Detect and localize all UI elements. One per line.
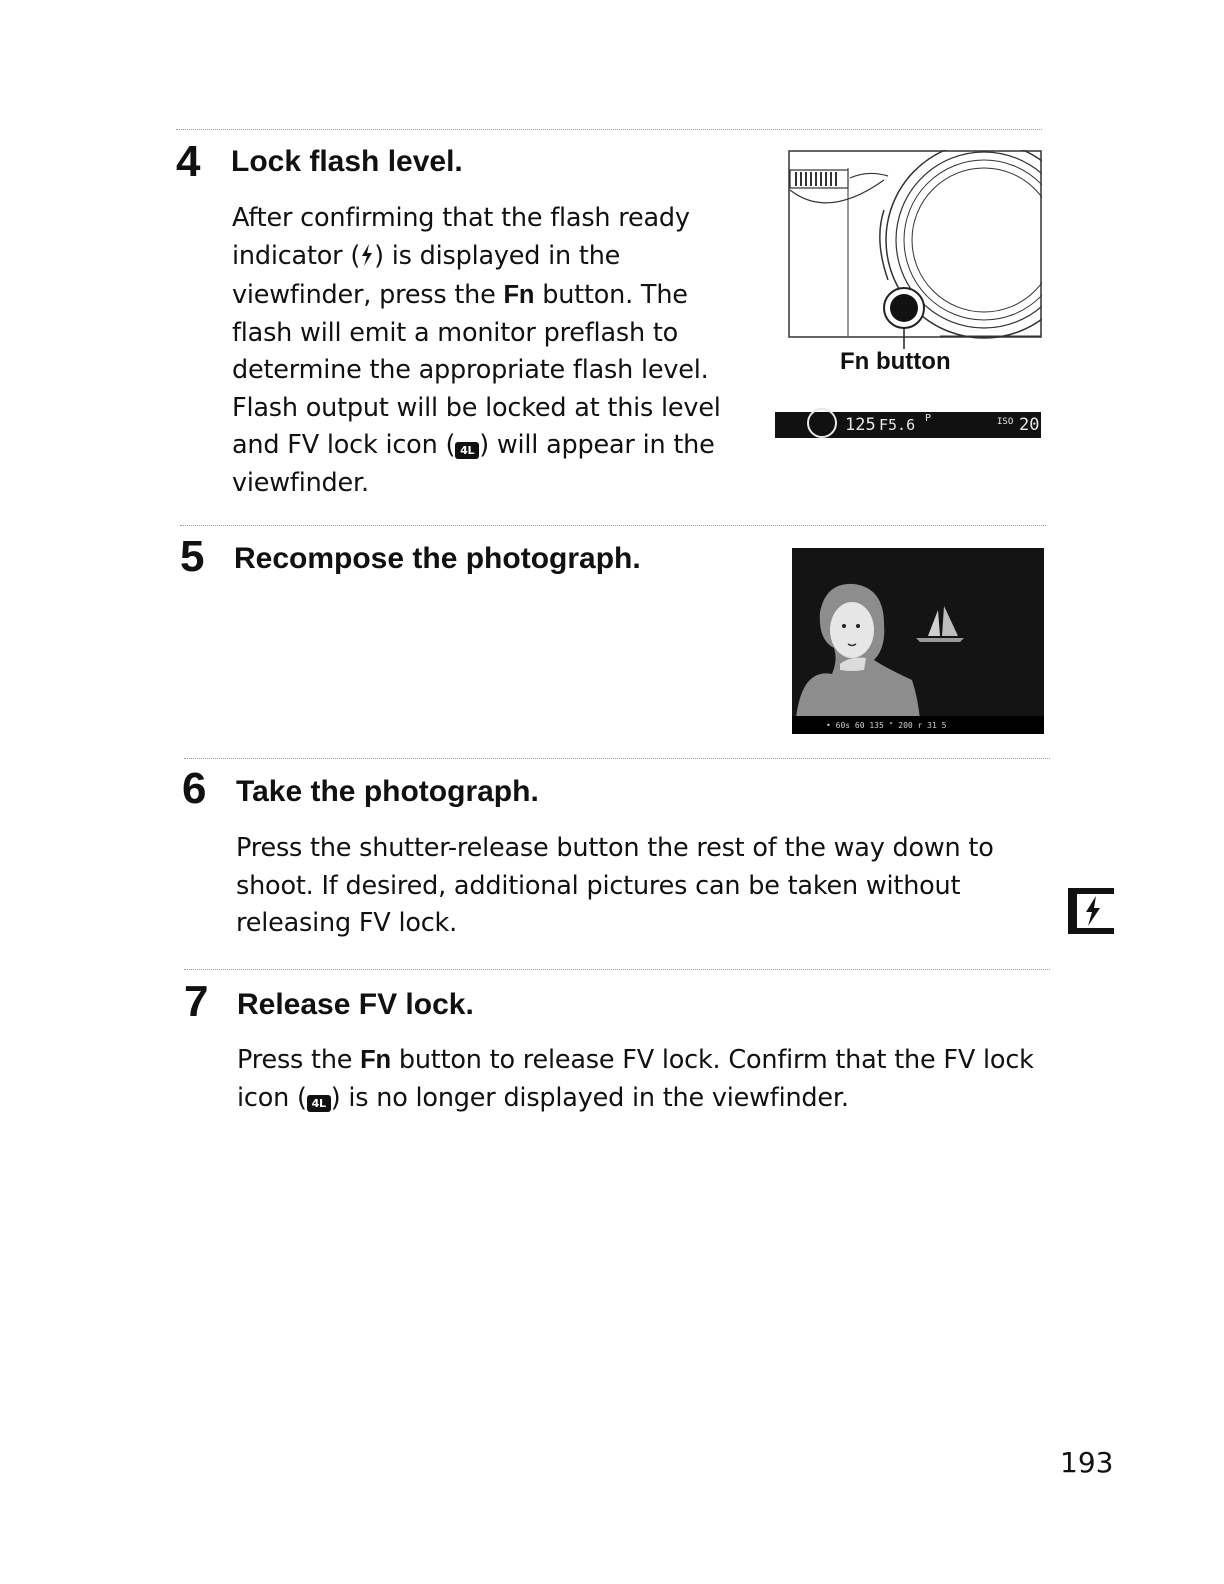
step-4-number: 4 — [176, 137, 201, 186]
viewfinder-mode: P — [925, 413, 932, 424]
viewfinder-readout — [775, 412, 1041, 438]
fv-lock-icon: 4L — [455, 442, 479, 459]
viewfinder-aperture: F5.6 — [879, 416, 916, 434]
step-6-number: 6 — [182, 764, 207, 813]
rule-step-7 — [184, 969, 1050, 970]
fv-lock-indicator-icon — [807, 408, 837, 438]
step-6-title: Take the photograph. — [236, 775, 539, 808]
step-5-number: 5 — [180, 532, 205, 581]
step-4-body-a: After confirming that the flash ready indicator ( — [232, 203, 690, 271]
step-7-body-a: Press the — [237, 1045, 361, 1075]
camera-fn-button-illustration — [788, 150, 1042, 350]
photo-readout: • 60s 60 135 " 200 r 31 5 — [826, 721, 947, 730]
fn-button-caption: Fn button — [840, 348, 951, 375]
step-6-body: Press the shutter-release button the rest of the way down to shoot. If desired, additional pictures can be taken without releasing FV lock. — [236, 833, 994, 938]
step-4-body-d: button. The flash will emit a monitor preflash to determine the appropriate flash level. Flash output will be locked at this level and FV lock icon ( — [232, 280, 721, 460]
viewfinder-shutter: 125 — [845, 415, 876, 435]
step-7-body — [237, 1042, 1057, 1117]
step-4-body-b: ) is displayed in the viewfinder, press the — [232, 240, 621, 310]
step-7-body-d: ) is no longer displayed in the viewfinder. — [330, 1082, 849, 1113]
step-4-body-e: ) will appear in the viewfinder. — [232, 430, 715, 498]
step-7-body-fn: Fn — [360, 1046, 391, 1074]
step-7-number: 7 — [184, 977, 209, 1026]
flash-chapter-icon — [1068, 888, 1114, 934]
step-7-body-c: button to release FV lock. Confirm that the FV lock icon ( — [237, 1045, 1034, 1113]
viewfinder-iso-value: 20 — [1019, 415, 1040, 435]
viewfinder-iso-label: ISO — [997, 417, 1014, 427]
rule-step-4 — [176, 129, 1042, 130]
step-4-title: Lock flash level. — [231, 145, 463, 178]
page-number: 193 — [1060, 1446, 1114, 1479]
flash-ready-icon — [360, 240, 374, 278]
step-4-body — [232, 200, 752, 502]
fv-lock-icon: 4L — [307, 1095, 331, 1112]
rule-step-6 — [184, 758, 1050, 759]
step-7-title: Release FV lock. — [237, 988, 474, 1021]
step-5-title: Recompose the photograph. — [234, 542, 641, 575]
rule-step-5 — [180, 525, 1046, 526]
recomposed-photo-illustration — [792, 548, 1044, 734]
step-4-body-fn: Fn — [503, 281, 535, 309]
